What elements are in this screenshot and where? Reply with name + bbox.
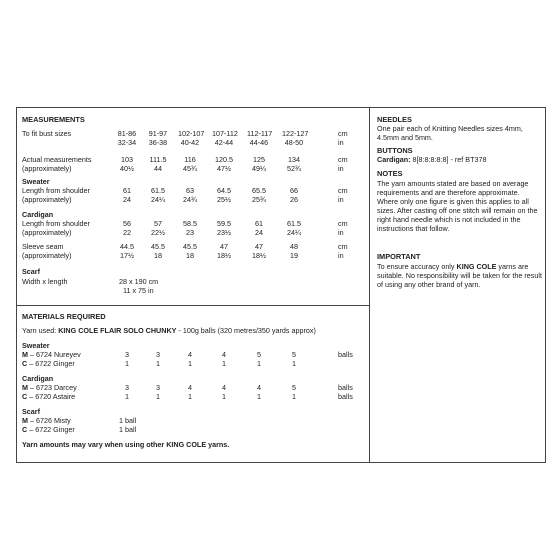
unit-label: cm	[338, 186, 348, 195]
code-c: C	[22, 392, 28, 401]
notes-heading: NOTES	[377, 169, 403, 178]
size-value: 4	[188, 350, 192, 359]
size-value: 26	[290, 195, 298, 204]
important-brand: KING COLE	[456, 262, 497, 271]
buttons-heading: BUTTONS	[377, 146, 413, 155]
buttons-label: Cardigan:	[377, 155, 411, 164]
size-value: 61.5	[287, 219, 301, 228]
bust-label: To fit bust sizes	[22, 129, 72, 138]
column-divider	[369, 107, 370, 463]
mat-cardigan-m-label	[22, 383, 77, 392]
sweater-length-approx: (approximately)	[22, 195, 72, 204]
size-value: 107-112	[212, 129, 238, 138]
unit-label: in	[338, 164, 344, 173]
scarf-m-amount: 1 ball	[119, 416, 137, 425]
important-post: yarns are suitable. No responsibility will be taken for the result of using any other brand of yarn.	[377, 262, 542, 289]
sleeve-label-approx: (approximately)	[22, 251, 72, 260]
important-pre: To ensure accuracy only	[377, 262, 457, 271]
unit-label: in	[338, 251, 344, 260]
shade-name: – 6722 Ginger	[27, 359, 75, 368]
size-value: 3	[156, 383, 160, 392]
yarn-footer-note: Yarn amounts may vary when using other KING COLE yarns.	[22, 440, 230, 449]
size-value: 24¾	[183, 195, 197, 204]
size-value: 25½	[217, 195, 231, 204]
size-value: 44	[154, 164, 162, 173]
sweater-length-label: Length from shoulder	[22, 186, 90, 195]
size-value: 120.5	[215, 155, 233, 164]
yarn-name: KING COLE FLAIR SOLO CHUNKY	[58, 326, 177, 335]
measurements-heading: MEASUREMENTS	[22, 115, 85, 124]
size-value: 5	[292, 383, 296, 392]
shade-name: – 6723 Darcey	[28, 383, 77, 392]
size-value: 45.5	[183, 242, 197, 251]
size-value: 44-46	[249, 138, 269, 147]
code-m: M	[22, 416, 28, 425]
shade-name: – 6720 Astaire	[27, 392, 76, 401]
scarf-size-label: Width x length	[22, 277, 68, 286]
size-value: 103	[121, 155, 133, 164]
size-value: 59.5	[217, 219, 231, 228]
shade-name: – 6726 Misty	[28, 416, 71, 425]
unit-label: in	[338, 228, 344, 237]
important-heading: IMPORTANT	[377, 252, 421, 261]
section-divider	[16, 305, 370, 306]
size-value: 56	[123, 219, 131, 228]
code-c: C	[22, 359, 28, 368]
size-value: 1	[257, 359, 261, 368]
size-value: 52¾	[287, 164, 301, 173]
actual-label: Actual measurements	[22, 155, 92, 164]
size-value: 1	[125, 359, 129, 368]
scarf-size-in: 11 x 75 in	[123, 286, 154, 295]
size-value: 65.5	[252, 186, 266, 195]
shade-name: – 6724 Nureyev	[28, 350, 81, 359]
size-value: 42-44	[214, 138, 234, 147]
size-value: 4	[257, 383, 261, 392]
size-value: 111.5	[149, 155, 167, 164]
size-value: 1	[222, 392, 226, 401]
size-value: 44.5	[120, 242, 134, 251]
code-m: M	[22, 350, 28, 359]
balls-unit: balls	[338, 350, 353, 359]
code-m: M	[22, 383, 28, 392]
size-value: 45.5	[151, 242, 165, 251]
size-value: 57	[154, 219, 162, 228]
size-value: 125	[253, 155, 265, 164]
size-value: 112-117	[247, 129, 273, 138]
size-value: 49¼	[252, 164, 266, 173]
size-value: 66	[290, 186, 298, 195]
size-value: 40-42	[180, 138, 200, 147]
size-value: 58.5	[183, 219, 197, 228]
mat-scarf-m-label	[22, 416, 71, 425]
size-value: 1	[156, 359, 160, 368]
code-c: C	[22, 425, 28, 434]
unit-label: cm	[338, 129, 348, 138]
size-value: 4	[188, 383, 192, 392]
size-value: 32-34	[117, 138, 137, 147]
needles-text: One pair each of Knitting Needles sizes 4mm, 4.5mm and 5mm.	[377, 124, 523, 142]
size-value: 61.5	[151, 186, 165, 195]
buttons-line	[377, 155, 486, 164]
size-value: 40½	[120, 164, 134, 173]
size-value: 61	[255, 219, 263, 228]
size-value: 25¾	[252, 195, 266, 204]
scarf-c-amount: 1 ball	[119, 425, 137, 434]
size-value: 116	[184, 155, 196, 164]
size-value: 1	[125, 392, 129, 401]
sleeve-label: Sleeve seam	[22, 242, 64, 251]
size-value: 1	[188, 392, 192, 401]
size-value: 3	[125, 383, 129, 392]
size-value: 18	[154, 251, 162, 260]
shade-name: – 6722 Ginger	[27, 425, 75, 434]
size-value: 19	[290, 251, 298, 260]
size-value: 24	[123, 195, 131, 204]
mat-sweater-heading: Sweater	[22, 341, 50, 350]
mat-cardigan-heading: Cardigan	[22, 374, 54, 383]
size-value: 17½	[120, 251, 134, 260]
size-value: 134	[288, 155, 300, 164]
unit-label: in	[338, 195, 344, 204]
scarf-size-cm: 28 x 190 cm	[119, 277, 159, 286]
size-value: 47½	[217, 164, 231, 173]
materials-heading: MATERIALS REQUIRED	[22, 312, 106, 321]
yarn-used-suffix: - 100g balls (320 metres/350 yards approx)	[176, 326, 316, 335]
mat-sweater-c-label	[22, 359, 75, 368]
size-value: 36-38	[148, 138, 168, 147]
cardigan-length-label: Length from shoulder	[22, 219, 90, 228]
size-value: 1	[257, 392, 261, 401]
sweater-heading: Sweater	[22, 177, 50, 186]
size-value: 102-107	[178, 129, 205, 138]
actual-label-approx: (approximately)	[22, 164, 72, 173]
yarn-used-prefix: Yarn used:	[22, 326, 59, 335]
buttons-text: 8[8:8:8:8:8] - ref BT378	[410, 155, 487, 164]
size-value: 1	[292, 359, 296, 368]
unit-label: in	[338, 138, 344, 147]
size-value: 48	[290, 242, 298, 251]
size-value: 1	[292, 392, 296, 401]
size-value: 64.5	[217, 186, 231, 195]
size-value: 23½	[217, 228, 231, 237]
notes-text: The yarn amounts stated are based on average requirements and are therefore approximate. Where only one figure is given this applies to all sizes. After casting off one stitch will remain on the right hand needle which is not included in the instructions that follow.	[377, 179, 538, 233]
size-value: 1	[188, 359, 192, 368]
yarn-used-line	[22, 326, 316, 335]
cardigan-heading: Cardigan	[22, 210, 54, 219]
size-value: 18½	[252, 251, 266, 260]
size-value: 1	[222, 359, 226, 368]
size-value: 1	[156, 392, 160, 401]
mat-sweater-m-label	[22, 350, 81, 359]
size-value: 5	[292, 350, 296, 359]
cardigan-length-approx: (approximately)	[22, 228, 72, 237]
size-value: 47	[220, 242, 228, 251]
size-value: 22½	[151, 228, 165, 237]
size-value: 61	[123, 186, 131, 195]
size-value: 91-97	[148, 129, 168, 138]
size-value: 23	[186, 228, 194, 237]
size-value: 3	[125, 350, 129, 359]
unit-label: cm	[338, 242, 348, 251]
size-value: 24	[255, 228, 263, 237]
size-value: 45¾	[183, 164, 197, 173]
size-value: 18½	[217, 251, 231, 260]
scarf-heading: Scarf	[22, 267, 40, 276]
balls-unit: balls	[338, 392, 353, 401]
size-value: 4	[222, 350, 226, 359]
needles-heading: NEEDLES	[377, 115, 412, 124]
size-value: 48-50	[284, 138, 304, 147]
size-value: 24¼	[151, 195, 165, 204]
size-value: 47	[255, 242, 263, 251]
size-value: 18	[186, 251, 194, 260]
size-value: 122-127	[282, 129, 309, 138]
unit-label: cm	[338, 219, 348, 228]
mat-scarf-heading: Scarf	[22, 407, 40, 416]
size-value: 81-86	[117, 129, 137, 138]
size-value: 63	[186, 186, 194, 195]
important-text	[377, 262, 542, 289]
size-value: 4	[222, 383, 226, 392]
unit-label: cm	[338, 155, 348, 164]
mat-scarf-c-label	[22, 425, 75, 434]
size-value: 24¼	[287, 228, 301, 237]
size-value: 3	[156, 350, 160, 359]
size-value: 5	[257, 350, 261, 359]
size-value: 22	[123, 228, 131, 237]
mat-cardigan-c-label	[22, 392, 75, 401]
balls-unit: balls	[338, 383, 353, 392]
